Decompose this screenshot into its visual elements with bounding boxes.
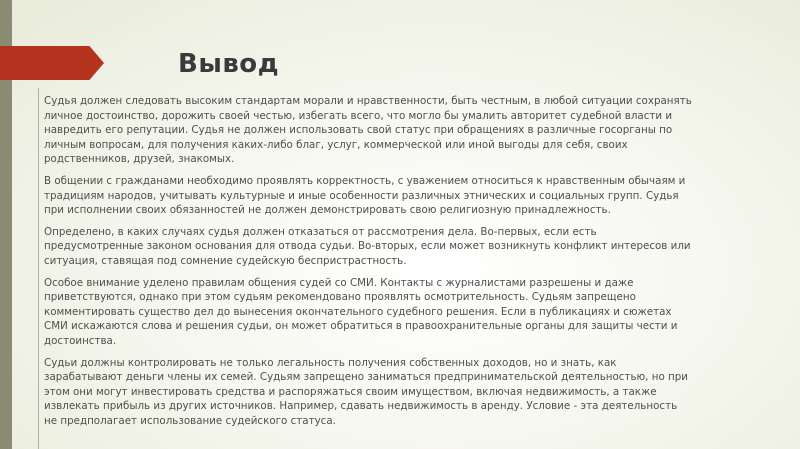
paragraph-media-rules: Особое внимание уделено правилам общения судей со СМИ. Контакты с журналистами разрешены и даже приветствуются, однако при этом судьям рекомендовано проявлять осмотрительность. Судьям запрещено комментировать существо дел до вынесения окончательного судебного решения. Если в публикациях и сюжетах СМИ искажаются слова и решения судьи, он может обратиться в правоохранительные органы для защиты чести и достоинства. [44,276,678,347]
slide-title: Вывод [178,49,280,79]
title-arrow-shape [0,46,104,80]
paragraph-recusal: Определено, в каких случаях судья должен отказаться от рассмотрения дела. Во-первых, если есть предусмотренные законом основания для отвода судьи. Во-вторых, если может возникнуть конфликт интересов или ситуация, ставящая под сомнение судейскую беспристрастность. [44,225,691,267]
slide-body [44,94,692,435]
left-divider-line [38,88,39,449]
paragraph-citizen-communication: В общении с гражданами необходимо проявлять корректность, с уважением относиться к нравственным обычаям и традициям народов, учитывать культурные и иные особенности различных этнических и социальных групп. Судья при исполнении своих обязанностей не должен демонстрировать свою религиозную принадлежность. [44,174,686,217]
paragraph-judge-standards: Судья должен следовать высоким стандартам морали и нравственности, быть честным, в любой ситуации сохранять личное достоинство, дорожить своей честью, избегать всего, что могло бы умалить авторитет судебной власти и навредить его репутации. Судья не должен использовать свой статус при обращениях в различные госорганы по личным вопросам, для получения каких-либо благ, услуг, коммерческой или иной выгоды для себя, своих родственников, друзей, знакомых. [44,95,692,166]
paragraph-income-control: Судьи должны контролировать не только легальность получения собственных доходов, но и знать, как зарабатывают деньги члены их семей. Судьям запрещено заниматься предпринимательской деятельностью, но при этом они могут инвестировать средства и распоряжаться своим имуществом, включая недвижимость, а также извлекать прибыль из других источников. Например, сдавать недвижимость в аренду. Условие - эта деятельность не предполагает использование судейского статуса. [44,356,688,427]
